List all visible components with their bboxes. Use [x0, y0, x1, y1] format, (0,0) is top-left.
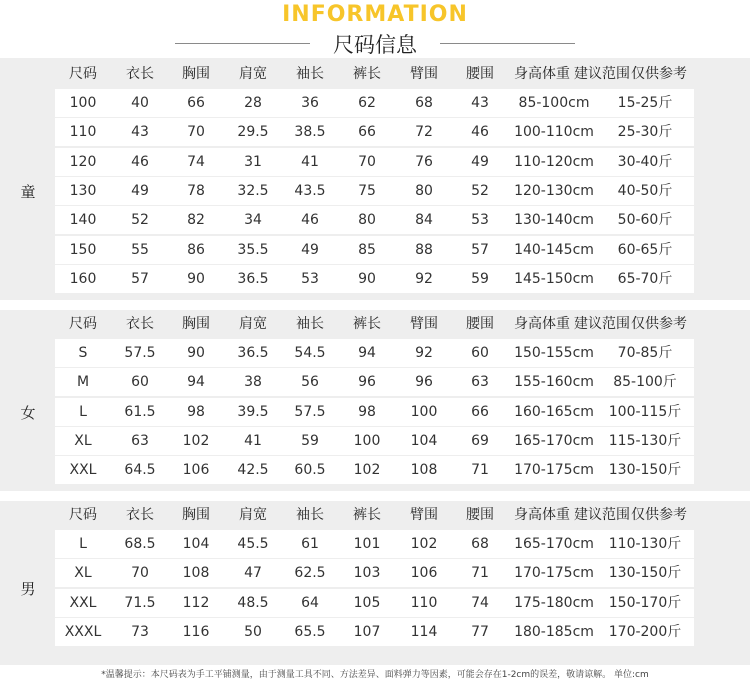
table-row: [55, 589, 694, 617]
table-cell: 92: [415, 345, 433, 361]
column-header: 肩宽: [239, 66, 267, 82]
table-cell: 130-150斤: [608, 462, 682, 479]
column-header: 腰围: [466, 316, 494, 332]
table-cell: 170-175cm: [514, 565, 594, 582]
table-cell: 65-70斤: [617, 270, 673, 287]
column-header: 胸围: [182, 66, 210, 82]
table-cell: 15-25斤: [617, 95, 673, 111]
table-cell: 36.5: [237, 270, 269, 287]
table-cell: 114: [410, 623, 438, 640]
table-cell: 66: [187, 95, 205, 111]
table-cell: 104: [410, 432, 438, 449]
table-cell: 49: [471, 153, 489, 170]
column-header-row: [0, 501, 750, 529]
table-cell: 39.5: [237, 403, 269, 420]
table-cell: 43.5: [294, 182, 326, 199]
table-cell: 29.5: [237, 124, 269, 141]
table-cell: 155-160cm: [514, 374, 594, 391]
table-cell: 46: [301, 212, 319, 229]
table-cell: 53: [471, 212, 489, 229]
table-cell: 94: [358, 345, 376, 361]
column-header: 肩宽: [239, 507, 267, 523]
table-cell: 86: [187, 241, 205, 258]
size-section: [0, 310, 750, 491]
table-cell: 69: [471, 432, 489, 449]
table-cell: 101: [353, 536, 381, 552]
size-section: [0, 501, 750, 665]
table-row: [55, 427, 694, 455]
table-cell: 41: [244, 432, 262, 449]
table-cell: 84: [415, 212, 433, 229]
column-header: 衣长: [126, 316, 154, 332]
table-cell: 106: [410, 565, 438, 582]
table-cell: 100-115斤: [608, 403, 682, 420]
table-cell: 68.5: [124, 536, 156, 552]
column-header: 袖长: [296, 507, 324, 523]
table-row: [55, 89, 694, 117]
table-cell: 108: [410, 462, 438, 479]
table-cell: 165-170cm: [514, 432, 594, 449]
table-cell: 73: [131, 623, 149, 640]
table-cell: XXL: [69, 594, 97, 611]
size-section: [0, 58, 750, 300]
table-cell: 96: [415, 374, 433, 391]
table-cell: 32.5: [237, 182, 269, 199]
table-cell: 150-155cm: [514, 345, 594, 361]
table-cell: 64.5: [124, 462, 156, 479]
table-cell: 130: [69, 182, 97, 199]
table-cell: 36.5: [237, 345, 269, 361]
column-header-row: [0, 60, 750, 88]
table-cell: 96: [358, 374, 376, 391]
column-header: 仅供参考: [631, 66, 687, 82]
table-cell: 100: [69, 95, 97, 111]
table-cell: 105: [353, 594, 381, 611]
table-cell: 108: [182, 565, 210, 582]
table-cell: 46: [471, 124, 489, 141]
table-cell: 25-30斤: [617, 124, 673, 141]
table-cell: 120: [69, 153, 97, 170]
table-cell: 110-130斤: [608, 536, 682, 552]
table-cell: 54.5: [294, 345, 326, 361]
table-cell: XXL: [69, 462, 97, 479]
table-cell: 43: [471, 95, 489, 111]
column-header: 尺码: [69, 507, 97, 523]
column-header: 肩宽: [239, 316, 267, 332]
table-cell: 70: [358, 153, 376, 170]
table-cell: 98: [187, 403, 205, 420]
table-cell: 100-110cm: [514, 124, 594, 141]
table-cell: 62.5: [294, 565, 326, 582]
table-cell: 64: [301, 594, 319, 611]
table-cell: 38: [244, 374, 262, 391]
column-header: 衣长: [126, 66, 154, 82]
column-header: 腰围: [466, 507, 494, 523]
table-cell: 49: [301, 241, 319, 258]
table-cell: 36: [301, 95, 319, 111]
table-cell: 60.5: [294, 462, 326, 479]
table-row: [55, 530, 694, 558]
column-header: 身高体重: [514, 507, 570, 523]
table-cell: 150-170斤: [608, 594, 682, 611]
column-header: 仅供参考: [631, 507, 687, 523]
table-cell: XL: [74, 432, 92, 449]
table-cell: 115-130斤: [608, 432, 682, 449]
table-cell: 130-150斤: [608, 565, 682, 582]
table-cell: 42.5: [237, 462, 269, 479]
table-cell: 145-150cm: [514, 270, 594, 287]
table-cell: 34: [244, 212, 262, 229]
table-cell: 100: [410, 403, 438, 420]
header-subtitle: 尺码信息: [333, 33, 417, 57]
header-divider-right: [440, 43, 575, 44]
table-row: [55, 368, 694, 396]
table-cell: 160: [69, 270, 97, 287]
table-cell: 75: [358, 182, 376, 199]
column-header: 建议范围: [574, 66, 630, 82]
table-cell: 47: [244, 565, 262, 582]
table-cell: 88: [415, 241, 433, 258]
table-cell: 102: [410, 536, 438, 552]
column-header: 建议范围: [574, 316, 630, 332]
column-header: 身高体重: [514, 66, 570, 82]
table-cell: 85-100斤: [613, 374, 677, 391]
column-header: 身高体重: [514, 316, 570, 332]
column-header: 尺码: [69, 316, 97, 332]
table-cell: 45.5: [237, 536, 269, 552]
table-cell: 78: [187, 182, 205, 199]
table-cell: 30-40斤: [617, 153, 673, 170]
table-cell: 175-180cm: [514, 594, 594, 611]
table-cell: 57.5: [124, 345, 156, 361]
table-cell: 35.5: [237, 241, 269, 258]
table-cell: 94: [187, 374, 205, 391]
table-cell: 68: [471, 536, 489, 552]
page-header: [0, 0, 750, 62]
table-cell: 56: [301, 374, 319, 391]
table-row: [55, 236, 694, 264]
table-cell: 106: [182, 462, 210, 479]
table-cell: 59: [471, 270, 489, 287]
table-cell: 70-85斤: [617, 345, 673, 361]
column-header: 胸围: [182, 316, 210, 332]
table-row: [55, 148, 694, 176]
table-cell: 60: [471, 345, 489, 361]
table-cell: 53: [301, 270, 319, 287]
table-cell: 74: [471, 594, 489, 611]
table-cell: 170-175cm: [514, 462, 594, 479]
table-cell: 71: [471, 462, 489, 479]
table-cell: M: [76, 374, 90, 391]
column-header: 腰围: [466, 66, 494, 82]
table-cell: 110: [69, 124, 97, 141]
table-cell: 80: [358, 212, 376, 229]
table-cell: 98: [358, 403, 376, 420]
table-cell: 41: [301, 153, 319, 170]
table-cell: 40: [131, 95, 149, 111]
table-cell: 57: [131, 270, 149, 287]
table-cell: 62: [358, 95, 376, 111]
table-cell: 110: [410, 594, 438, 611]
table-cell: 170-200斤: [608, 623, 682, 640]
table-cell: 59: [301, 432, 319, 449]
table-cell: 92: [415, 270, 433, 287]
table-cell: 52: [131, 212, 149, 229]
table-cell: 57: [471, 241, 489, 258]
table-row: [55, 177, 694, 205]
section-label: 男: [20, 579, 36, 598]
table-cell: 55: [131, 241, 149, 258]
table-cell: 107: [353, 623, 381, 640]
table-cell: 102: [182, 432, 210, 449]
table-cell: 110-120cm: [514, 153, 594, 170]
table-cell: 28: [244, 95, 262, 111]
table-cell: 57.5: [294, 403, 326, 420]
table-cell: 120-130cm: [514, 182, 594, 199]
table-cell: 100: [353, 432, 381, 449]
table-cell: L: [79, 536, 87, 552]
column-header: 袖长: [296, 316, 324, 332]
table-cell: 71.5: [124, 594, 156, 611]
table-cell: 61.5: [124, 403, 156, 420]
column-header: 建议范围: [574, 507, 630, 523]
table-cell: 116: [182, 623, 210, 640]
table-cell: 74: [187, 153, 205, 170]
table-cell: 68: [415, 95, 433, 111]
column-header: 衣长: [126, 507, 154, 523]
column-header: 裤长: [353, 66, 381, 82]
table-cell: 85-100cm: [518, 95, 590, 111]
table-row: [55, 398, 694, 426]
table-cell: 31: [244, 153, 262, 170]
header-title: INFORMATION: [282, 2, 468, 27]
table-cell: 71: [471, 565, 489, 582]
table-cell: 50-60斤: [617, 212, 673, 229]
table-cell: 90: [187, 345, 205, 361]
column-header: 仅供参考: [631, 316, 687, 332]
table-cell: 38.5: [294, 124, 326, 141]
table-cell: 40-50斤: [617, 182, 673, 199]
table-cell: 61: [301, 536, 319, 552]
column-header: 尺码: [69, 66, 97, 82]
table-cell: 46: [131, 153, 149, 170]
section-label: 女: [20, 403, 36, 422]
table-row: [55, 206, 694, 234]
table-cell: 70: [131, 565, 149, 582]
table-cell: 70: [187, 124, 205, 141]
table-cell: 43: [131, 124, 149, 141]
table-cell: 72: [415, 124, 433, 141]
table-cell: 130-140cm: [514, 212, 594, 229]
column-header: 臂围: [410, 316, 438, 332]
table-cell: 66: [358, 124, 376, 141]
table-cell: 60: [131, 374, 149, 391]
table-cell: 82: [187, 212, 205, 229]
column-header: 裤长: [353, 316, 381, 332]
table-cell: XXXL: [64, 623, 102, 640]
table-cell: 103: [353, 565, 381, 582]
table-row: [55, 456, 694, 484]
table-cell: 48.5: [237, 594, 269, 611]
table-cell: 63: [131, 432, 149, 449]
table-row: [55, 339, 694, 367]
section-label: 童: [20, 182, 36, 201]
table-cell: 80: [415, 182, 433, 199]
table-row: [55, 265, 694, 293]
footnote: *温馨提示：本尺码表为手工平铺测量，由于测量工具不同、方法差异、面料弹力等因素，可能会存在1-2cm的误差，敬请谅解。 单位:cm: [101, 670, 649, 680]
table-row: [55, 618, 694, 646]
table-cell: 50: [244, 623, 262, 640]
column-header: 臂围: [410, 66, 438, 82]
table-cell: 76: [415, 153, 433, 170]
table-cell: 77: [471, 623, 489, 640]
table-cell: 63: [471, 374, 489, 391]
table-cell: 102: [353, 462, 381, 479]
table-cell: 104: [182, 536, 210, 552]
table-cell: 90: [358, 270, 376, 287]
table-cell: 90: [187, 270, 205, 287]
table-cell: 140-145cm: [514, 241, 594, 258]
column-header: 袖长: [296, 66, 324, 82]
table-cell: 66: [471, 403, 489, 420]
table-cell: 180-185cm: [514, 623, 594, 640]
table-cell: 112: [182, 594, 210, 611]
table-cell: 150: [69, 241, 97, 258]
column-header: 臂围: [410, 507, 438, 523]
table-cell: 140: [69, 212, 97, 229]
table-cell: S: [78, 345, 88, 361]
table-cell: 65.5: [294, 623, 326, 640]
table-cell: XL: [74, 565, 92, 582]
table-cell: 165-170cm: [514, 536, 594, 552]
table-cell: 160-165cm: [514, 403, 594, 420]
table-cell: 49: [131, 182, 149, 199]
table-cell: 85: [358, 241, 376, 258]
table-row: [55, 118, 694, 146]
table-cell: L: [79, 403, 87, 420]
table-cell: 60-65斤: [617, 241, 673, 258]
table-cell: 52: [471, 182, 489, 199]
column-header: 裤长: [353, 507, 381, 523]
column-header: 胸围: [182, 507, 210, 523]
table-row: [55, 559, 694, 587]
column-header-row: [0, 310, 750, 338]
